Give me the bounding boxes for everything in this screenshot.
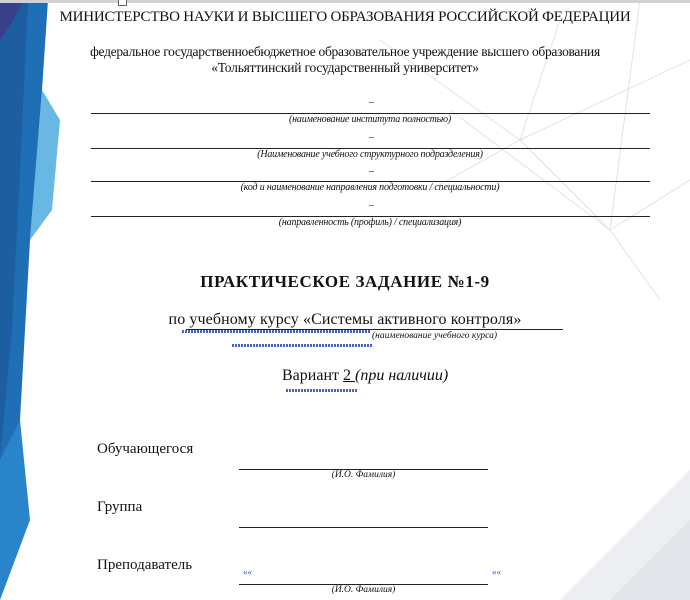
institution-type: федеральное государственноебюджетное образовательное учреждение высшего образования [90,44,600,59]
ministry-heading: МИНИСТЕРСТВО НАУКИ И ВЫСШЕГО ОБРАЗОВАНИЯ РОССИЙСКОЙ ФЕДЕРАЦИИ [59,9,631,25]
field-mark: – [369,132,374,143]
field-caption: (Наименование учебного структурного подразделения) [257,149,483,160]
group-label: Группа [97,499,143,515]
field-caption: (направленность (профиль) / специализация) [278,217,462,228]
student-label: Обучающегося [97,441,194,457]
variant-number: 2 [343,367,355,384]
field-mark: – [369,97,374,108]
group-line [239,527,488,528]
ruler-bar [0,0,690,3]
field-mark: «« [492,567,501,577]
spellcheck-underline [232,344,372,347]
ruler-marker [118,0,127,6]
variant-label: Вариант [282,367,343,384]
spellcheck-underline [182,330,370,333]
field-caption: (код и наименование направления подготовки / специальности) [240,182,500,193]
assignment-title: ПРАКТИЧЕСКОЕ ЗАДАНИЕ №1-9 [200,272,490,291]
variant-line [282,367,448,385]
variant-note: (при наличии) [355,367,449,384]
course-caption: (наименование учебного курса) [372,331,498,341]
field-mark: – [369,166,374,177]
field-mark: «« [243,567,252,577]
field-mark: – [369,200,374,211]
field-caption: (наименование института полностью) [289,114,451,125]
university-name: «Тольяттинский государственный университет» [211,60,479,75]
teacher-caption: (И.О. Фамилия) [331,585,396,595]
student-caption: (И.О. Фамилия) [331,470,396,480]
course-text: по учебному курсу «Системы активного контроля» [168,311,522,328]
spellcheck-underline [286,389,358,392]
teacher-label: Преподаватель [97,557,193,573]
